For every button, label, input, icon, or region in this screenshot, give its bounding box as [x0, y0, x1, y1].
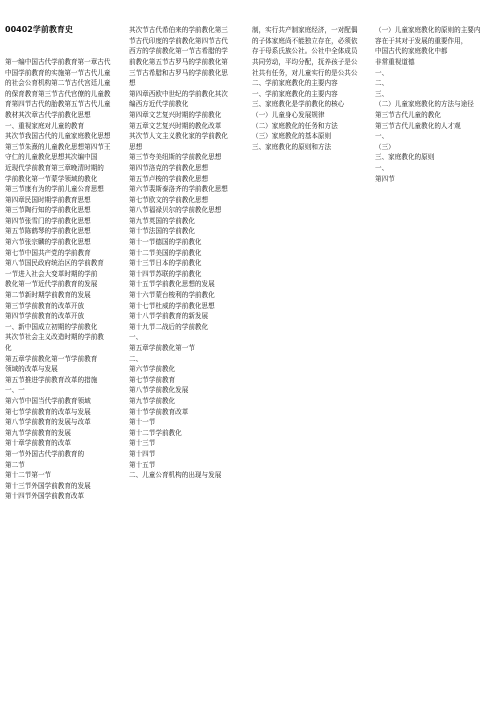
text-line: 存于母系氏族公社。公社中全体成员 — [252, 47, 358, 56]
text-line: 第十四节外国学前教育改革 — [5, 492, 85, 501]
text-line: 第三节朱熹的儿童教化思想第四节王 — [5, 142, 111, 151]
text-line: 二、学前家庭教化的主要内容 — [252, 79, 338, 88]
text-line: 第十节学前教育改革 — [129, 407, 189, 416]
text-line: 第十三节外国学前教育的发展 — [5, 481, 91, 490]
text-line: 非常重视道德 — [375, 57, 415, 66]
text-line: 第三节古代儿童教化的人才观 — [375, 121, 461, 130]
text-line: 第四章文艺复兴时期的学前教化 — [129, 110, 222, 119]
text-line: 第四章西欧中世纪的学前教化其次 — [129, 89, 228, 98]
text-line: 三、家庭教化是学前教化的核心 — [252, 100, 345, 109]
text-line: 守仁的儿童教化思想其次编中国 — [5, 153, 98, 162]
text-line: 第五节卢梭的学前教化思想 — [129, 174, 209, 183]
text-line: 第六节学前教化 — [129, 365, 176, 374]
text-line: 第三节古代儿童的教化 — [375, 110, 441, 119]
text-line: （一）儿童家庭教化的原则的主要内 — [375, 26, 481, 35]
text-line: 第十五节学前教化思想的发展 — [129, 280, 215, 289]
text-line: 第七节学前教育的改革与发展 — [5, 407, 91, 416]
text-line: 化 — [5, 344, 12, 352]
text-line: 第十三节日本的学前教化 — [129, 259, 202, 268]
text-line: 二、 — [375, 79, 389, 88]
text-line: 第八节学前教化发展 — [129, 386, 189, 395]
text-line: 教化第一节近代学前教育的发展 — [5, 280, 98, 289]
column-4 — [375, 4, 497, 704]
text-line: 第八节福禄贝尔的学前教化思想 — [129, 206, 222, 215]
text-line: 第三节陶行知的学前教化思想 — [5, 206, 91, 215]
text-line: 的社会公育机构第二节古代宫廷儿童 — [5, 79, 111, 88]
text-line: 第十二节第一节 — [5, 471, 52, 480]
text-line: 一、 — [375, 163, 389, 172]
text-line: 第四节 — [375, 174, 395, 183]
text-line: 一、 — [129, 333, 143, 342]
text-line: 第十五节 — [129, 460, 156, 469]
text-line: 一、新中国成立初期的学前教化 — [5, 322, 98, 331]
text-line: 第十九节二战后的学前教化 — [129, 322, 209, 331]
text-line: （三）家庭教化的基本原则 — [252, 132, 332, 141]
text-line: 第七节欧文的学前教化思想 — [129, 195, 209, 204]
text-line: 三节古希腊和古罗马的学前教化思 — [129, 68, 228, 77]
text-line: 第三节康有为的学前儿童公育思想 — [5, 185, 104, 194]
text-line: 西方的学前教化第一节古希腊的学 — [129, 47, 228, 56]
text-line: 第九节学前教育的发展 — [5, 428, 71, 437]
text-line: 思想 — [129, 142, 143, 151]
column-4-lines — [375, 25, 497, 184]
text-line: 第一节外国古代学前教育的 — [5, 449, 85, 458]
column-2 — [129, 4, 249, 704]
text-line: 一、一 — [5, 386, 25, 395]
text-line: 第十二节学前教化 — [129, 428, 182, 437]
text-line: 第一编中国古代学前教育第一章古代 — [5, 57, 111, 66]
text-line: 第八节国民政府统治区的学前教育 — [5, 259, 104, 268]
text-line: 第四节张雪门的学前教化思想 — [5, 216, 91, 225]
text-line: 其次节我国古代的儿童家庭教化思想 — [5, 132, 111, 141]
text-line: 三、 — [375, 89, 389, 98]
text-line: 中国学前教育的实施第一节古代儿童 — [5, 68, 111, 77]
text-line: 其次节古代希伯来的学前教化第三 — [129, 26, 228, 35]
text-line: 领域的改革与发展 — [5, 365, 58, 374]
document-title: 00402学前教育史 — [5, 25, 73, 35]
text-line: 二、 — [129, 354, 143, 363]
text-line: 第五章文艺复兴时期的教化改革 — [129, 121, 222, 130]
text-line: 第三节学前教育的改革开放 — [5, 301, 85, 310]
column-3 — [252, 4, 372, 704]
text-line: 第四节学前教育的改革开放 — [5, 312, 85, 321]
text-line: 第四节洛克的学前教化思想 — [129, 163, 209, 172]
text-line: 近现代学前教育第三章晚清时期的 — [5, 163, 104, 172]
text-line: 想 — [129, 79, 136, 88]
text-line: 第十四节 — [129, 449, 156, 458]
text-line: 第十八节学前教育的新发展 — [129, 312, 209, 321]
text-line: 第十节法国的学前教化 — [129, 227, 195, 236]
text-line: 一、学前家庭教化的主要内容 — [252, 89, 338, 98]
text-line: （一）儿童身心发展规律 — [252, 110, 325, 119]
text-line: 中国古代的家庭教化中都 — [375, 47, 448, 56]
text-line: 三、家庭教化的原则 — [375, 153, 435, 162]
text-line: 第十六节蒙台梭利的学前教化 — [129, 291, 215, 300]
text-line: 育第四节古代的胎教第五节古代儿童 — [5, 100, 111, 109]
text-line: 第五章学前教化第一节 — [129, 344, 195, 352]
text-line: 第五节陈鹤琴的学前教化思想 — [5, 227, 91, 236]
text-line: 第十一节德国的学前教化 — [129, 238, 202, 247]
text-line: 第八节学前教育的发展与改革 — [5, 418, 91, 427]
text-line: 其次节人文主义教化家的学前教化 — [129, 132, 228, 141]
text-line: 第三节夸美纽斯的学前教化思想 — [129, 153, 222, 162]
text-line: 制，实行共产制家庭经济，一对配偶 — [252, 26, 358, 35]
text-line: 第七节中国共产党的学前教育 — [5, 248, 91, 257]
text-line: 第五章学前教化第一节学前教育 — [5, 354, 98, 363]
text-line: 三、家庭教化的原则和方法 — [252, 142, 332, 151]
text-line: 第十章学前教育的改革 — [5, 439, 71, 448]
text-line: 节古代印度的学前教化第四节古代 — [129, 36, 228, 45]
text-line: 第二节 — [5, 460, 25, 469]
text-line: 第十七节杜威的学前教化思想 — [129, 301, 215, 310]
text-line: 一节进入社会大变革时期的学前 — [5, 269, 98, 278]
column-2-lines — [129, 25, 249, 481]
text-line: 一、重视家庭对儿童的教育 — [5, 121, 85, 130]
text-line: 第七节学前教育 — [129, 375, 176, 384]
text-line: 一、 — [375, 68, 389, 77]
text-line: 第十二节美国的学前教化 — [129, 248, 202, 257]
text-line: 第十三节 — [129, 439, 156, 448]
text-line: 其次节社会主义改造时期的学前教 — [5, 333, 104, 342]
text-line: 第五节推进学前教育改革的措施 — [5, 375, 98, 384]
text-line: 前教化第五节古罗马的学前教化第 — [129, 57, 228, 66]
text-line: 共同劳动，平均分配，抚养孩子是公 — [252, 57, 358, 66]
text-line: 第十一节 — [129, 418, 156, 427]
text-line: （二）家庭教化的任务和方法 — [252, 121, 338, 130]
text-line: 的子体家庭尚不能独立存在，必须依 — [252, 36, 358, 45]
text-line: 教材其次章古代学前教化思想 — [5, 110, 91, 119]
text-line: 第十四节苏联的学前教化 — [129, 269, 202, 278]
text-line: 第二节新时期学前教育的发展 — [5, 291, 91, 300]
text-line: 第六节张宗麟的学前教化思想 — [5, 238, 91, 247]
text-line: 第四章民国时期学前教育思想 — [5, 195, 91, 204]
text-line: 容在于其对于发展的重要作用， — [375, 36, 468, 45]
text-line: 社共有任务，对儿童实行的是公共公 — [252, 68, 358, 77]
text-line: 第六节裴斯泰洛齐的学前教化思想 — [129, 185, 228, 194]
text-line: 的保育教育第三节古代官僚的儿童教 — [5, 89, 111, 98]
column-1-lines — [5, 57, 125, 502]
text-line: 学前教化第一节蒙学领域的教化 — [5, 174, 98, 183]
text-line: 一、 — [375, 132, 389, 141]
text-line: （三） — [375, 142, 395, 151]
column-1 — [5, 4, 125, 704]
text-line: 编西方近代学前教化 — [129, 100, 189, 109]
text-line: 第九节学前教化 — [129, 396, 176, 405]
text-line: 二、儿童公育机构的出现与发展 — [129, 471, 222, 480]
column-3-lines — [252, 25, 372, 152]
text-line: 第六节中国当代学前教育领域 — [5, 396, 91, 405]
text-line: （二）儿童家庭教化的方法与途径 — [375, 100, 474, 109]
text-line: 第九节英国的学前教化 — [129, 216, 195, 225]
